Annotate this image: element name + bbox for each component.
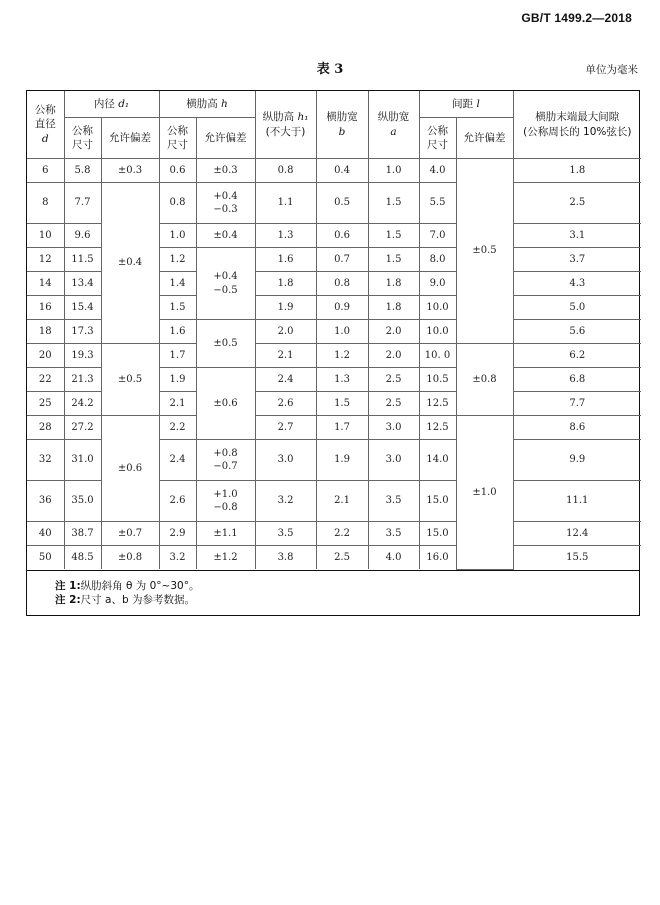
- cell-b: 0.6: [316, 224, 368, 248]
- cell-d1: 35.0: [64, 481, 101, 522]
- cell-d1: 27.2: [64, 416, 101, 440]
- cell-l: 12.5: [419, 416, 456, 440]
- cell-h1: 3.5: [255, 522, 316, 546]
- table-row: [27, 183, 641, 224]
- cell-d: 50: [27, 546, 64, 570]
- table-row: [27, 546, 641, 570]
- cell-h1: 1.6: [255, 248, 316, 272]
- cell-d1-tolerance: ±0.7: [101, 522, 159, 546]
- cell-l: 4.0: [419, 159, 456, 183]
- cell-h1: 1.1: [255, 183, 316, 224]
- cell-h: 1.6: [159, 320, 196, 344]
- cell-d1: 19.3: [64, 344, 101, 368]
- cell-d1: 48.5: [64, 546, 101, 570]
- cell-h: 2.2: [159, 416, 196, 440]
- cell-b: 2.1: [316, 481, 368, 522]
- cell-h1: 2.7: [255, 416, 316, 440]
- subheader-nominal: 公称 尺寸: [419, 118, 456, 159]
- header-transverse-rib-height: 横肋高 h: [159, 91, 255, 118]
- cell-h1: 1.9: [255, 296, 316, 320]
- cell-h: 0.8: [159, 183, 196, 224]
- cell-l-tolerance: ±1.0: [456, 416, 513, 570]
- cell-a: 3.0: [368, 416, 419, 440]
- cell-h: 0.6: [159, 159, 196, 183]
- cell-b: 2.5: [316, 546, 368, 570]
- cell-a: 3.0: [368, 440, 419, 481]
- cell-d1: 24.2: [64, 392, 101, 416]
- header-inner-diameter: 内径 d₁: [64, 91, 159, 118]
- cell-h: 3.2: [159, 546, 196, 570]
- cell-b: 0.5: [316, 183, 368, 224]
- cell-h-tolerance: ±1.2: [196, 546, 255, 570]
- cell-d1-tolerance: ±0.4: [101, 183, 159, 344]
- cell-a: 1.8: [368, 296, 419, 320]
- header-spacing: 间距 l: [419, 91, 513, 118]
- cell-b: 0.8: [316, 272, 368, 296]
- cell-h-tolerance: ±0.5: [196, 320, 255, 368]
- cell-l: 7.0: [419, 224, 456, 248]
- cell-gap: 6.8: [513, 368, 641, 392]
- cell-d: 40: [27, 522, 64, 546]
- cell-gap: 2.5: [513, 183, 641, 224]
- cell-d: 16: [27, 296, 64, 320]
- subheader-tolerance: 允许偏差: [101, 118, 159, 159]
- cell-gap: 11.1: [513, 481, 641, 522]
- cell-d: 6: [27, 159, 64, 183]
- cell-a: 2.0: [368, 344, 419, 368]
- cell-gap: 5.6: [513, 320, 641, 344]
- cell-a: 1.5: [368, 183, 419, 224]
- subheader-tolerance: 允许偏差: [196, 118, 255, 159]
- cell-h1: 2.4: [255, 368, 316, 392]
- note-1: 注 1:纵肋斜角 θ 为 0°~30°。: [55, 579, 200, 592]
- cell-l-tolerance: ±0.5: [456, 159, 513, 344]
- cell-b: 1.2: [316, 344, 368, 368]
- cell-d1: 17.3: [64, 320, 101, 344]
- cell-l: 12.5: [419, 392, 456, 416]
- unit-label: 单位为毫米: [585, 64, 638, 76]
- cell-gap: 4.3: [513, 272, 641, 296]
- cell-a: 2.5: [368, 392, 419, 416]
- cell-a: 1.0: [368, 159, 419, 183]
- header-nominal-diameter: 公称 直径 d: [27, 91, 64, 159]
- cell-a: 1.5: [368, 248, 419, 272]
- header-transverse-rib-width: 横肋宽 b: [316, 91, 368, 159]
- cell-gap: 3.1: [513, 224, 641, 248]
- cell-b: 1.5: [316, 392, 368, 416]
- note-2: 注 2:尺寸 a、b 为参考数据。: [55, 593, 195, 606]
- cell-h1: 2.0: [255, 320, 316, 344]
- cell-l: 9.0: [419, 272, 456, 296]
- subheader-nominal: 公称 尺寸: [159, 118, 196, 159]
- cell-h1: 2.1: [255, 344, 316, 368]
- table-title: 表 3: [316, 62, 344, 77]
- cell-l: 15.0: [419, 481, 456, 522]
- cell-h1: 1.8: [255, 272, 316, 296]
- cell-h: 1.7: [159, 344, 196, 368]
- cell-b: 1.9: [316, 440, 368, 481]
- cell-a: 1.8: [368, 272, 419, 296]
- cell-h-tolerance: +0.4 −0.5: [196, 248, 255, 320]
- cell-d: 22: [27, 368, 64, 392]
- cell-h1: 3.0: [255, 440, 316, 481]
- cell-d1: 5.8: [64, 159, 101, 183]
- cell-d: 12: [27, 248, 64, 272]
- cell-d: 14: [27, 272, 64, 296]
- cell-l: 15.0: [419, 522, 456, 546]
- cell-l: 16.0: [419, 546, 456, 570]
- cell-l: 10.5: [419, 368, 456, 392]
- cell-h-tolerance: +0.4 −0.3: [196, 183, 255, 224]
- cell-h: 2.6: [159, 481, 196, 522]
- cell-b: 0.4: [316, 159, 368, 183]
- cell-l: 5.5: [419, 183, 456, 224]
- cell-h-tolerance: ±0.4: [196, 224, 255, 248]
- cell-h1: 0.8: [255, 159, 316, 183]
- cell-d: 32: [27, 440, 64, 481]
- cell-b: 1.0: [316, 320, 368, 344]
- header-max-gap: 横肋末端最大间隙 (公称周长的 10%弦长): [513, 91, 641, 159]
- cell-h: 1.5: [159, 296, 196, 320]
- cell-d1: 13.4: [64, 272, 101, 296]
- cell-gap: 7.7: [513, 392, 641, 416]
- table-row: [27, 159, 641, 183]
- cell-b: 1.3: [316, 368, 368, 392]
- cell-d1: 11.5: [64, 248, 101, 272]
- cell-a: 1.5: [368, 224, 419, 248]
- cell-a: 4.0: [368, 546, 419, 570]
- cell-d: 36: [27, 481, 64, 522]
- cell-l: 10.0: [419, 296, 456, 320]
- cell-a: 3.5: [368, 522, 419, 546]
- cell-b: 0.7: [316, 248, 368, 272]
- cell-h-tolerance: +1.0 −0.8: [196, 481, 255, 522]
- cell-h-tolerance: ±0.3: [196, 159, 255, 183]
- cell-gap: 6.2: [513, 344, 641, 368]
- header-longitudinal-rib-width: 纵肋宽 a: [368, 91, 419, 159]
- cell-h1: 1.3: [255, 224, 316, 248]
- cell-d: 25: [27, 392, 64, 416]
- cell-h: 1.4: [159, 272, 196, 296]
- cell-l: 14.0: [419, 440, 456, 481]
- subheader-nominal: 公称 尺寸: [64, 118, 101, 159]
- cell-h: 2.1: [159, 392, 196, 416]
- cell-d: 8: [27, 183, 64, 224]
- cell-h-tolerance: +0.8 −0.7: [196, 440, 255, 481]
- table-notes: [27, 570, 639, 615]
- cell-h-tolerance: ±1.1: [196, 522, 255, 546]
- cell-d1-tolerance: ±0.8: [101, 546, 159, 570]
- cell-d1-tolerance: ±0.6: [101, 416, 159, 522]
- rebar-dimension-table: [26, 90, 640, 616]
- cell-gap: 5.0: [513, 296, 641, 320]
- cell-gap: 8.6: [513, 416, 641, 440]
- cell-d1: 7.7: [64, 183, 101, 224]
- cell-d: 28: [27, 416, 64, 440]
- table-row: [27, 344, 641, 368]
- cell-gap: 1.8: [513, 159, 641, 183]
- cell-h-tolerance: ±0.6: [196, 368, 255, 440]
- cell-l: 8.0: [419, 248, 456, 272]
- cell-b: 0.9: [316, 296, 368, 320]
- cell-d1: 15.4: [64, 296, 101, 320]
- cell-h: 2.4: [159, 440, 196, 481]
- table-row: [27, 416, 641, 440]
- subheader-tolerance: 允许偏差: [456, 118, 513, 159]
- cell-l: 10.0: [419, 320, 456, 344]
- cell-b: 1.7: [316, 416, 368, 440]
- cell-l-tolerance: ±0.8: [456, 344, 513, 416]
- standard-code: GB/T 1499.2—2018: [521, 11, 632, 25]
- cell-h: 1.9: [159, 368, 196, 392]
- cell-h: 1.2: [159, 248, 196, 272]
- cell-d: 18: [27, 320, 64, 344]
- cell-d1: 31.0: [64, 440, 101, 481]
- cell-h1: 3.8: [255, 546, 316, 570]
- cell-gap: 9.9: [513, 440, 641, 481]
- cell-h: 1.0: [159, 224, 196, 248]
- cell-d: 10: [27, 224, 64, 248]
- cell-l: 10. 0: [419, 344, 456, 368]
- cell-a: 2.5: [368, 368, 419, 392]
- cell-d1-tolerance: ±0.5: [101, 344, 159, 416]
- cell-a: 3.5: [368, 481, 419, 522]
- cell-b: 2.2: [316, 522, 368, 546]
- cell-gap: 3.7: [513, 248, 641, 272]
- cell-a: 2.0: [368, 320, 419, 344]
- cell-d: 20: [27, 344, 64, 368]
- cell-h1: 2.6: [255, 392, 316, 416]
- cell-d1: 38.7: [64, 522, 101, 546]
- cell-d1: 21.3: [64, 368, 101, 392]
- cell-gap: 15.5: [513, 546, 641, 570]
- cell-d1: 9.6: [64, 224, 101, 248]
- cell-gap: 12.4: [513, 522, 641, 546]
- cell-h: 2.9: [159, 522, 196, 546]
- cell-h1: 3.2: [255, 481, 316, 522]
- cell-d1-tolerance: ±0.3: [101, 159, 159, 183]
- header-longitudinal-rib-height: 纵肋高 h₁ (不大于): [255, 91, 316, 159]
- table-row: [27, 522, 641, 546]
